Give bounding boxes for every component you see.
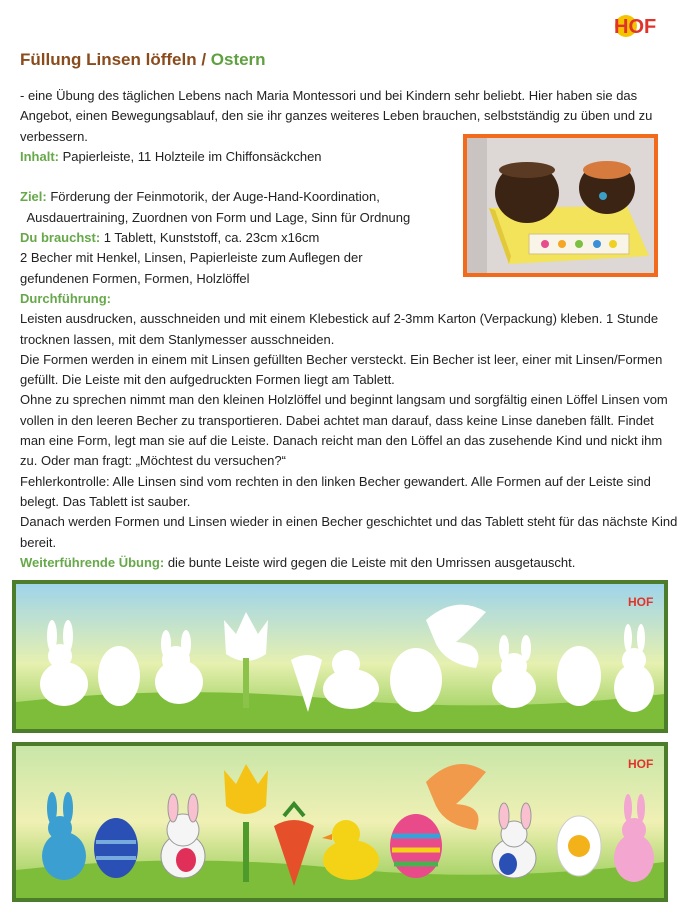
procedure-label: Durchführung: <box>20 290 111 306</box>
extension-text: die bunte Leiste wird gegen die Leiste mit den Umrissen ausgetauscht. <box>164 554 576 570</box>
intro-text: - eine Übung des täglichen Lebens nach Maria Montessori und bei Kindern sehr beliebt. Hier haben sie das Angebot, einen Bewegungsablauf, den sie ihr ganzes weiteres Leben brauchen, selbstständig zu üben und zu verbessern. <box>20 88 653 144</box>
procedure-p2: Die Formen werden in einem mit Linsen gefüllten Becher versteckt. Ein Becher ist leer, einer mit Linsen/Formen gefüllt. Die Leiste mit den aufgedruckten Formen liegt am Tablett. <box>20 351 663 388</box>
content-label: Inhalt: <box>20 148 59 164</box>
egg-fried <box>557 816 601 876</box>
page-title <box>20 50 266 70</box>
egg-outline-3 <box>557 646 601 706</box>
need-label: Du brauchst: <box>20 230 101 246</box>
goal-label: Ziel: <box>20 189 47 205</box>
need-text: 1 Tablett, Kunststoff, ca. 23cm x16cm <box>100 230 320 246</box>
instructions-text <box>20 86 680 573</box>
outline-strip <box>12 580 668 733</box>
content-text: Papierleiste, 11 Holzteile im Chiffonsäckchen <box>59 148 322 164</box>
need-text-2: 2 Becher mit Henkel, Linsen, Papierleiste zum Auflegen der <box>20 250 363 266</box>
title-accent: Ostern <box>210 50 266 69</box>
goal-text-2: Ausdauertraining, Zuordnen von Form und Lage, Sinn für Ordnung <box>20 209 411 225</box>
strip-logo-1: HOF <box>628 595 654 609</box>
colored-strip <box>12 742 668 902</box>
egg-outline-1 <box>98 646 140 706</box>
hof-logo <box>612 2 680 42</box>
egg-colorful <box>390 814 442 878</box>
title-main: Füllung Linsen löffeln / <box>20 50 211 69</box>
procedure-p1: Leisten ausdrucken, ausschneiden und mit einem Klebestick auf 2-3mm Karton (Verpackung) kleben. 1 Stunde trocknen lassen, mit dem Stanlymesser ausschneiden. <box>20 311 659 347</box>
need-text-3: gefundenen Formen, Formen, Holzlöffel <box>20 270 250 286</box>
goal-text: Förderung der Feinmotorik, der Auge-Hand-Koordination, <box>46 189 380 205</box>
procedure-p4: Fehlerkontrolle: Alle Linsen sind vom rechten in den linken Becher gewandert. Alle Formen auf der Leiste sind belegt. Das Tablett ist sauber. <box>20 473 651 509</box>
svg-text:HOF: HOF <box>614 16 657 38</box>
strip-logo-2: HOF <box>628 757 654 771</box>
egg-blue <box>94 818 138 878</box>
procedure-p3: Ohne zu sprechen nimmt man den kleinen Holzlöffel und beginnt langsam und sorgfältig einen Löffel Linsen vom vollen in den leeren Becher zu transportieren. Dabei achtet man darauf, dass keine Linse daneben fällt. Findet man eine Form, legt man sie auf die Leiste. Danach reicht man den Löffel an das zusehende Kind und nickt ihm zu. Oder man fragt: „Möchtest du versuchen?“ <box>20 392 668 469</box>
extension-label: Weiterführende Übung: <box>20 554 165 570</box>
procedure-p5: Danach werden Formen und Linsen wieder in einen Becher geschichtet und das Tablett steht für das nächste Kind bereit. <box>20 514 678 550</box>
egg-outline-2 <box>390 648 442 712</box>
